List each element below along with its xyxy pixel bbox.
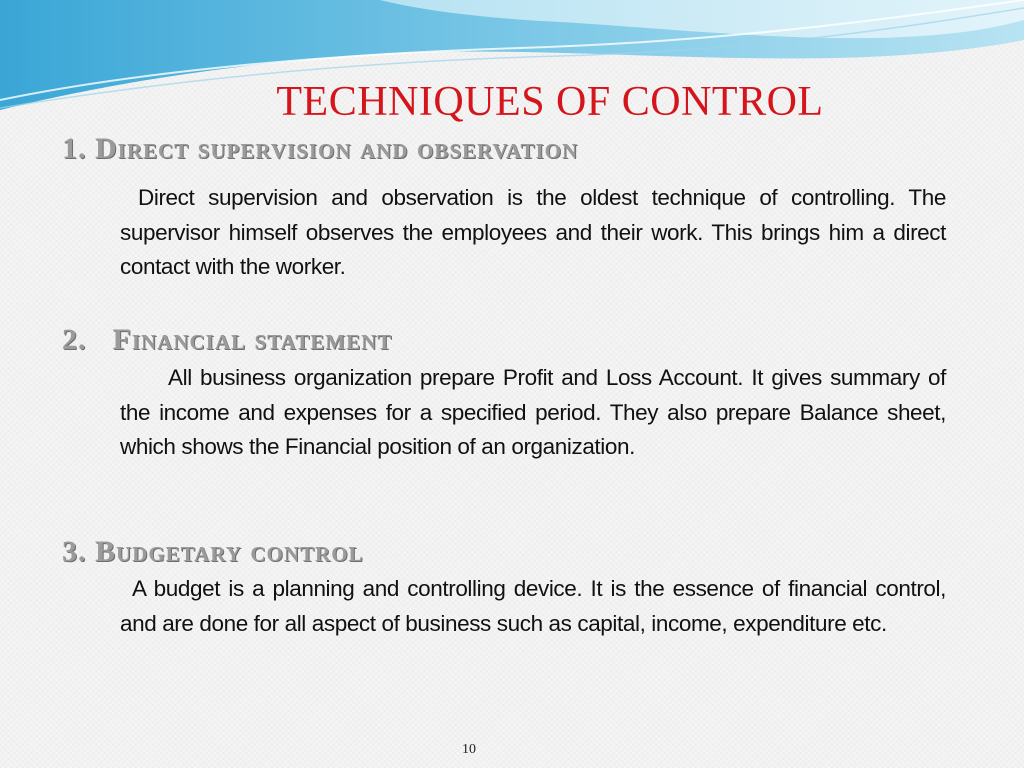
- section-heading-2: [62, 323, 392, 357]
- section-heading-1: [62, 132, 578, 166]
- section-number: 2.: [62, 323, 87, 356]
- section-body-3: [120, 572, 946, 641]
- section-heading-text: Budgetary control: [95, 535, 364, 568]
- section-body-2: [120, 361, 946, 465]
- page-number: 10: [462, 742, 476, 757]
- section-heading-text: Direct supervision and observation: [95, 132, 579, 165]
- section-body-1: [120, 181, 946, 285]
- section-heading-3: [62, 535, 364, 569]
- slide-title: TECHNIQUES OF CONTROL: [276, 79, 824, 125]
- section-body-text: Direct supervision and observation is the oldest technique of controlling. The supervisor himself observes the employees and their work. This brings him a direct contact with the worker.: [120, 185, 946, 279]
- section-number: 3.: [62, 535, 87, 568]
- section-number: 1.: [62, 132, 87, 165]
- section-body-text: A budget is a planning and controlling device. It is the essence of financial control, and are done for all aspect of business such as capital, income, expenditure etc.: [120, 576, 946, 636]
- section-body-text: All business organization prepare Profit and Loss Account. It gives summary of the income and expenses for a specified period. They also prepare Balance sheet, which shows the Financial position of an organization.: [120, 365, 946, 459]
- section-heading-text: Financial statement: [112, 323, 393, 356]
